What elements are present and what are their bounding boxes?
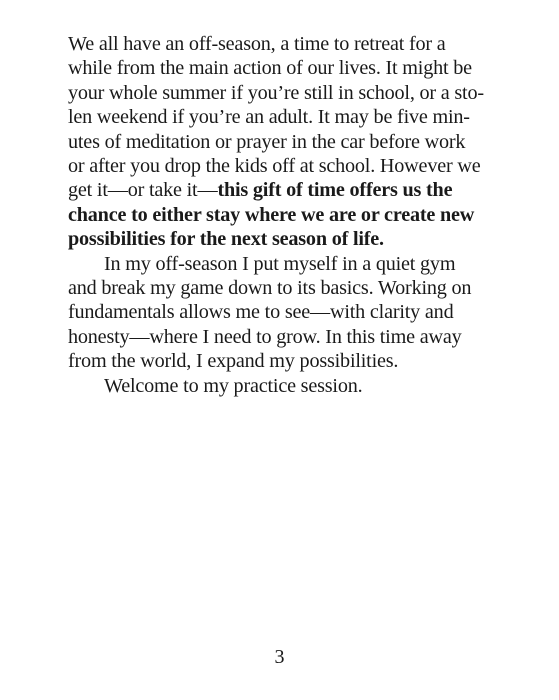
text-segment: In my off-season I put myself in a quiet gym [104,252,456,275]
bold-text-segment: this gift of time offers us the [217,179,453,202]
paragraph-3 [68,374,508,398]
text-line [68,56,508,80]
text-segment: from the world, I expand my possibilities. [68,350,399,373]
text-line [68,105,508,129]
text-segment: Welcome to my practice session. [104,374,363,397]
text-line [68,300,508,324]
paragraph-2 [68,252,508,374]
text-line [68,130,508,154]
text-segment: honesty—where I need to grow. In this time away [68,325,462,348]
text-line [68,81,508,105]
text-segment: fundamentals allows me to see—with clarity and [68,301,454,324]
text-line [68,203,508,227]
bold-text-segment: chance to either stay where we are or create new [68,203,475,226]
text-segment: len weekend if you’re an adult. It may be five min- [68,106,470,129]
text-segment: utes of meditation or prayer in the car before work [68,130,466,153]
text-line [68,374,508,398]
text-line [68,178,508,202]
text-segment: get it—or take it— [68,179,218,202]
body-text [68,32,508,398]
text-line [68,349,508,373]
text-line [68,32,508,56]
text-line [68,276,508,300]
text-segment: while from the main action of our lives. It might be [68,57,472,80]
bold-text-segment: possibilities for the next season of life. [68,228,384,251]
text-line [68,154,508,178]
text-line [68,252,508,276]
text-line [68,325,508,349]
text-segment: and break my game down to its basics. Working on [68,277,472,300]
text-segment: your whole summer if you’re still in school, or a sto- [68,81,484,104]
page-number: 3 [274,646,285,668]
text-line [68,227,508,251]
text-segment: or after you drop the kids off at school. However we [68,155,481,178]
paragraph-1 [68,32,508,252]
text-segment: We all have an off-season, a time to retreat for a [68,33,446,55]
